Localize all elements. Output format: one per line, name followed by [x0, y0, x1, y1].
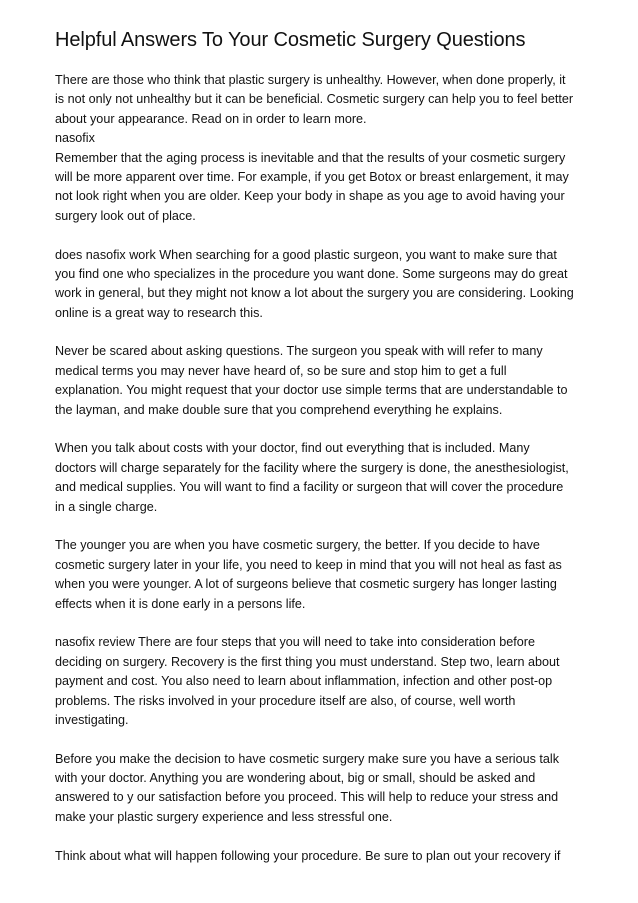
text-line: work in general, but they might not know a lot about the surgery you are considering. Looking — [55, 286, 574, 301]
text-line: is not only not unhealthy but it can be beneficial. Cosmetic surgery can help you to feel better — [55, 92, 574, 107]
text-line: Never be scared about asking questions. The surgeon you speak with will refer to many — [55, 344, 543, 359]
text-line: nasofix review There are four steps that you will need to take into consideration before — [55, 635, 536, 650]
paragraph-2 — [55, 246, 595, 324]
paragraph-5 — [55, 536, 595, 614]
text-line: There are those who think that plastic surgery is unhealthy. However, when done properly, it — [55, 73, 566, 87]
text-line: make your plastic surgery experience and less stressful one. — [55, 809, 393, 824]
document-body — [55, 71, 595, 866]
text-line: payment and cost. You also need to learn about inflammation, infection and other post-op — [55, 674, 553, 689]
text-line: in a single charge. — [55, 499, 158, 514]
text-line: the layman, and make double sure that you comprehend everything he explains. — [55, 402, 503, 417]
text-line: and medical supplies. You will want to find a facility or surgeon that will cover the procedure — [55, 480, 564, 495]
text-line: online is a great way to research this. — [55, 305, 263, 320]
paragraph-1 — [55, 71, 595, 226]
text-line: nasofix — [55, 131, 95, 146]
text-line: cosmetic surgery later in your life, you need to keep in mind that you will not heal as fast as — [55, 557, 562, 572]
text-line: answered to y our satisfaction before you proceed. This will help to reduce your stress and — [55, 790, 559, 805]
text-line: When you talk about costs with your doctor, find out everything that is included. Many — [55, 441, 530, 456]
text-line: with your doctor. Anything you are wondering about, big or small, should be asked and — [55, 771, 536, 786]
text-line: you find one who specializes in the procedure you want done. Some surgeons may do great — [55, 266, 568, 281]
paragraph-8 — [55, 847, 595, 866]
text-line: effects when it is done early in a persons life. — [55, 596, 306, 611]
document-title: Helpful Answers To Your Cosmetic Surgery Questions — [55, 29, 526, 51]
text-line: surgery look out of place. — [55, 208, 196, 223]
text-line: problems. The risks involved in your procedure itself are also, of course, well worth — [55, 693, 516, 708]
paragraph-4 — [55, 439, 595, 517]
text-line: doctors will charge separately for the facility where the surgery is done, the anesthesiologist, — [55, 460, 569, 475]
text-line: medical terms you may never have heard of, so be sure and stop him to get a full — [55, 363, 507, 378]
text-line: not look right when you are older. Keep your body in shape as you age to avoid having your — [55, 189, 565, 204]
text-line: The younger you are when you have cosmetic surgery, the better. If you decide to have — [55, 538, 540, 553]
text-line: explanation. You might request that your doctor use simple terms that are understandable to — [55, 383, 568, 398]
paragraph-3 — [55, 342, 595, 420]
text-line: Think about what will happen following your procedure. Be sure to plan out your recovery if — [55, 848, 561, 863]
text-line: deciding on surgery. Recovery is the first thing you must understand. Step two, learn about — [55, 654, 560, 669]
text-line: does nasofix work When searching for a good plastic surgeon, you want to make sure that — [55, 247, 557, 262]
text-line: Before you make the decision to have cosmetic surgery make sure you have a serious talk — [55, 751, 560, 766]
text-line: about your appearance. Read on in order to learn more. — [55, 111, 367, 126]
paragraph-7 — [55, 750, 595, 828]
text-line: Remember that the aging process is inevitable and that the results of your cosmetic surgery — [55, 150, 566, 165]
text-line: will be more apparent over time. For example, if you get Botox or breast enlargement, it may — [55, 169, 569, 184]
text-line: investigating. — [55, 712, 129, 727]
paragraph-6 — [55, 633, 595, 730]
text-line: when you were younger. A lot of surgeons believe that cosmetic surgery has longer lasting — [55, 577, 557, 592]
